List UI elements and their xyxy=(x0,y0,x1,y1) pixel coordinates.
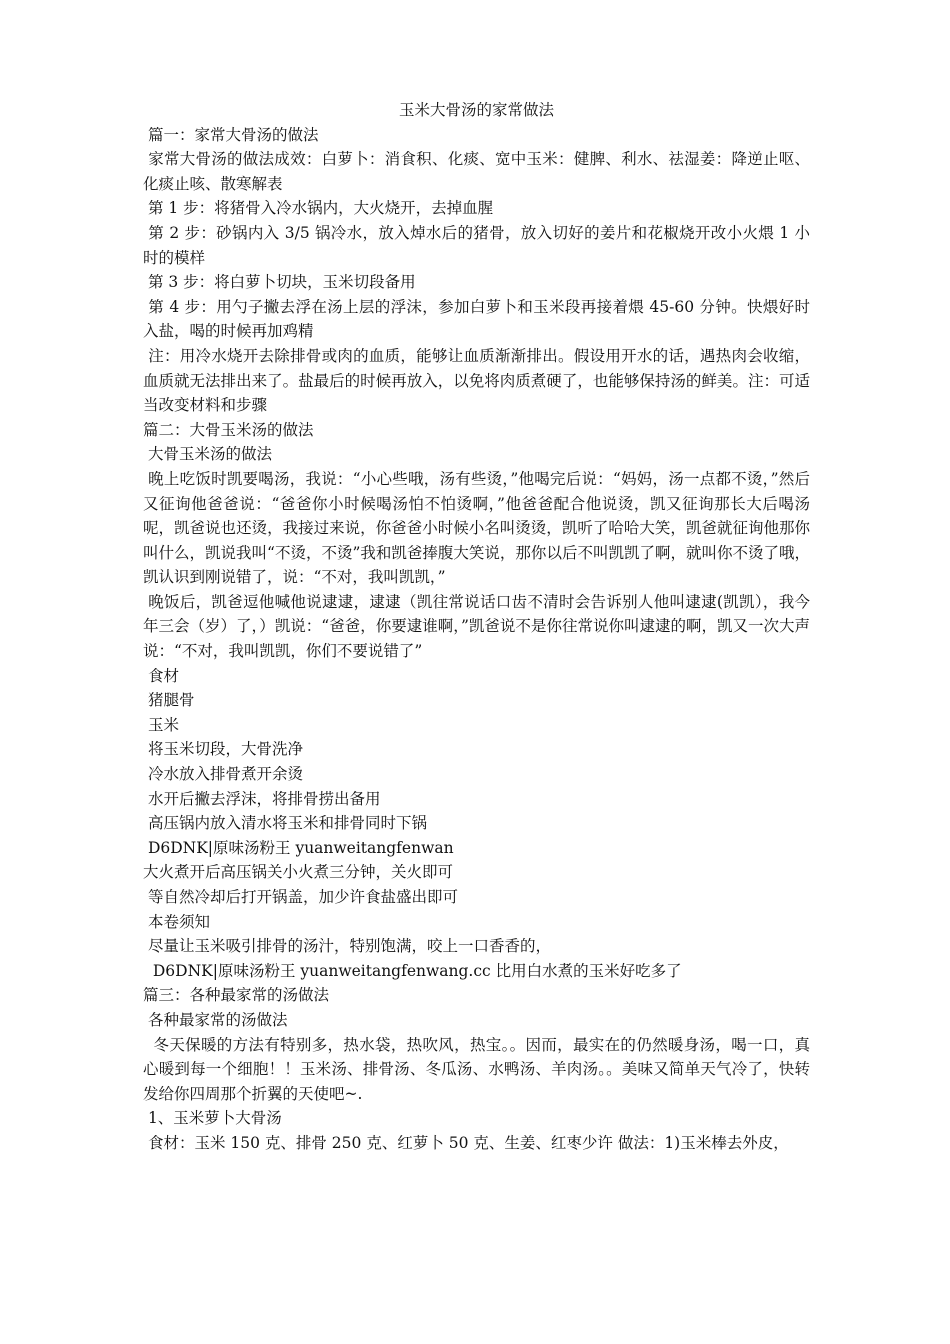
document-title: 玉米大骨汤的家常做法 xyxy=(398,101,554,119)
paragraph: 篇三：各种最家常的汤做法 xyxy=(143,986,330,1005)
paragraph: D6DNK|原味汤粉王 yuanweitangfenwan xyxy=(143,838,454,857)
paragraph: 本卷须知 xyxy=(143,912,210,931)
paragraph: 各种最家常的汤做法 xyxy=(143,1010,288,1029)
paragraph: 晚上吃饭时凯要喝汤，我说：“小心些哦，汤有些烫，”他喝完后说：“妈妈，汤一点都不烫，”然后又征询他爸爸说：“爸爸你小时候喝汤怕不怕烫啊，”他爸爸配合他说烫，凯又征询那长大后喝汤呢，凯爸说也还烫，我接过来说，你爸爸小时候小名叫烫烫，凯听了哈哈大笑，凯爸就征询他那你叫什么，凯说我叫“不烫，不烫”我和凯爸捧腹大笑说，那你以后不叫凯凯了啊，就叫你不烫了哦，凯认识到刚说错了，说：“不对，我叫凯凯，” xyxy=(143,469,811,587)
paragraph: 冬天保暖的方法有特别多，热水袋，热吹风，热宝。。因而，最实在的仍然暖身汤，喝一口，真心暖到每一个细胞！！玉米汤、排骨汤、冬瓜汤、水鸭汤、羊肉汤。。美味又简单天气冷了，快转发给你四周那个折翼的天使吧~. xyxy=(143,1035,810,1103)
paragraph: 第 2 步：砂锅内入 3/5 锅冷水，放入焯水后的猪骨，放入切好的姜片和花椒烧开改小火煨 1 小时的模样 xyxy=(143,223,810,267)
paragraph: 大火煮开后高压锅关小火煮三分钟，关火即可 xyxy=(143,863,454,882)
paragraph: 高压锅内放入清水将玉米和排骨同时下锅 xyxy=(143,814,427,833)
paragraph: 篇一：家常大骨汤的做法 xyxy=(143,125,319,144)
paragraph: 注：用冷水烧开去除排骨或肉的血质，能够让血质渐渐排出。假设用开水的话，遇热肉会收缩，血质就无法排出来了。盐最后的时候再放入，以免将肉质煮硬了，也能够保持汤的鲜美。注：可适当改变材料和步骤 xyxy=(143,346,810,415)
paragraph: 尽量让玉米吸引排骨的汤汁，特别饱满，咬上一口香香的， xyxy=(143,937,551,956)
document-page xyxy=(143,98,810,1156)
paragraph: 第 4 步：用勺子撇去浮在汤上层的浮沫，参加白萝卜和玉米段再接着煨 45-60 分钟。快煨好时入盐，喝的时候再加鸡精 xyxy=(143,297,810,341)
paragraph: 篇二：大骨玉米汤的做法 xyxy=(143,420,314,439)
paragraph: 晚饭后，凯爸逗他喊他说逮逮，逮逮（凯往常说话口齿不清时会告诉别人他叫逮逮(凯凯），我今年三会（岁）了，）凯说：“爸爸，你要逮谁啊，”凯爸说不是你往常说你叫逮逮的啊，凯又一次大声说：“不对，我叫凯凯，你们不要说错了” xyxy=(143,592,810,661)
paragraph: 第 1 步：将猪骨入冷水锅内，大火烧开，去掉血腥 xyxy=(143,199,494,218)
paragraph: 水开后撇去浮沫，将排骨捞出备用 xyxy=(143,789,381,808)
paragraph: 家常大骨汤的做法成效：白萝卜：消食积、化痰、宽中玉米：健脾、利水、祛湿姜：降逆止呕、化痰止咳、散寒解表 xyxy=(143,150,810,193)
document-body xyxy=(143,123,810,1156)
paragraph: 等自然冷却后打开锅盖，加少许食盐盛出即可 xyxy=(143,888,458,906)
paragraph: 1、玉米萝卜大骨汤 xyxy=(143,1109,282,1128)
paragraph: 猪腿骨 xyxy=(143,691,195,710)
paragraph: 食材：玉米 150 克、排骨 250 克、红萝卜 50 克、生姜、红枣少许 做法：1)玉米棒去外皮， xyxy=(143,1133,789,1152)
paragraph: 大骨玉米汤的做法 xyxy=(143,445,272,464)
paragraph: D6DNK|原味汤粉王 yuanweitangfenwang.cc 比用白水煮的玉米好吃多了 xyxy=(143,961,682,980)
paragraph: 玉米 xyxy=(143,715,179,734)
paragraph: 冷水放入排骨煮开余烫 xyxy=(143,765,303,784)
paragraph: 将玉米切段，大骨洗净 xyxy=(143,740,303,759)
paragraph: 食材 xyxy=(143,666,179,685)
paragraph: 第 3 步：将白萝卜切块，玉米切段备用 xyxy=(143,273,416,292)
